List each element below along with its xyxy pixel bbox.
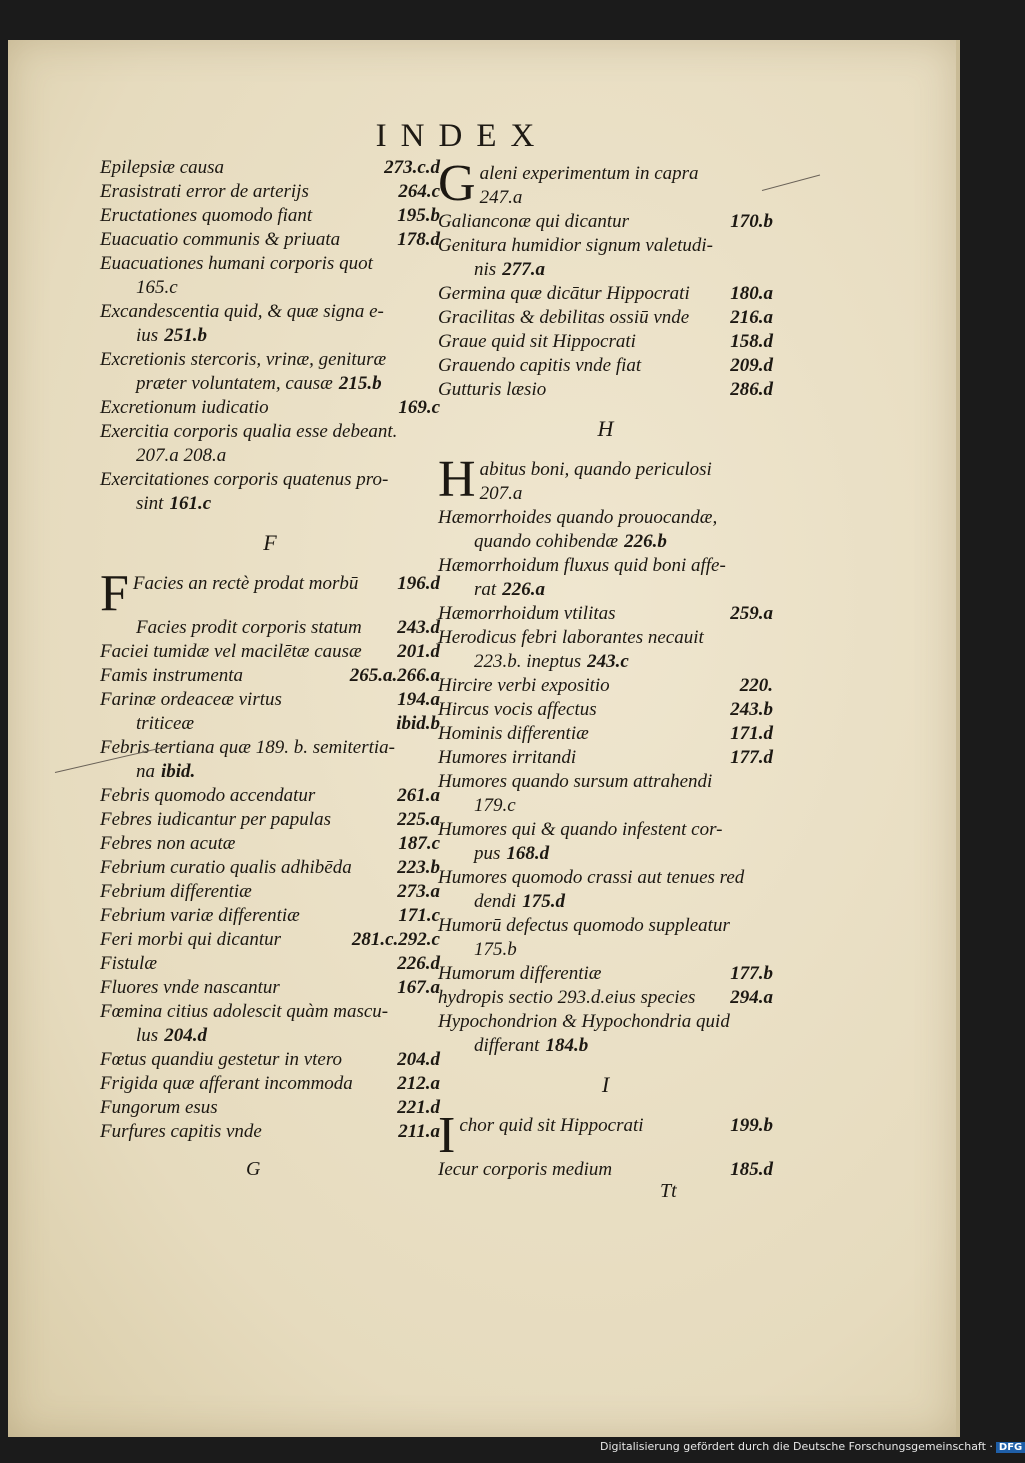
index-entry: [438, 306, 773, 330]
entry-page: 180.a: [730, 283, 773, 304]
index-entry: [100, 420, 440, 468]
index-entry: [438, 674, 773, 698]
entry-text: Humorum differentiæ: [438, 963, 602, 984]
entry-line: [438, 1158, 773, 1182]
entry-line: [100, 640, 440, 664]
index-entry: [100, 880, 440, 904]
entry-page: 273.c.d: [384, 157, 440, 178]
index-entry: [100, 640, 440, 664]
continuation-text: nis: [474, 259, 497, 280]
entry-line: [100, 180, 440, 204]
entry-continuation: [100, 324, 440, 348]
entry-text: Farinæ ordeaceæ virtus: [100, 689, 282, 710]
entry-text: Grauendo capitis vnde fiat: [438, 355, 642, 376]
entry-page: 226.b: [624, 531, 667, 552]
entry-text: Humorū defectus quomodo suppleatur: [438, 915, 730, 936]
entry-line: [100, 952, 440, 976]
index-entry: [100, 952, 440, 976]
continuation-text: sint: [136, 493, 164, 514]
entry-line: [100, 832, 440, 856]
entry-text: aleni experimentum in capra: [479, 163, 699, 184]
entry-line: [438, 234, 773, 258]
continuation-text: lus: [136, 1025, 159, 1046]
entry-line: [459, 1114, 773, 1138]
index-entry: [100, 832, 440, 856]
entry-page: 264.c: [398, 181, 440, 202]
entry-line: [438, 554, 773, 578]
entry-line: [100, 1120, 440, 1144]
entry-page: 184.b: [545, 1035, 589, 1056]
entry-page: 265.a.266.a: [349, 665, 440, 686]
entry-text: Hominis differentiæ: [438, 723, 589, 744]
entry-line: [100, 1000, 440, 1024]
section-letter: H: [597, 416, 614, 441]
index-entry: [438, 962, 773, 986]
page-edge: [956, 40, 960, 1437]
entry-line: [438, 626, 773, 650]
footer-text: Digitalisierung gefördert durch die Deutsche Forschungsgemeinschaft ·: [600, 1440, 993, 1453]
entry-continuation: [438, 794, 773, 818]
index-entry: [100, 904, 440, 928]
entry-text: Frigida quæ afferant incommoda: [100, 1073, 353, 1094]
entry-text: Hircire verbi expositio: [438, 675, 610, 696]
index-entry: [438, 698, 773, 722]
index-entry: [100, 468, 440, 516]
entry-page: 170.b: [730, 211, 773, 232]
entry-line: [100, 420, 440, 444]
entry-text: Hircus vocis affectus: [438, 699, 597, 720]
index-entry: [100, 712, 440, 736]
entry-text: Fluores vnde nascantur: [100, 977, 280, 998]
continuation-text: differant: [474, 1035, 540, 1056]
entry-text: Gutturis læsio: [438, 379, 547, 400]
index-entry: [438, 282, 773, 306]
index-entry: [100, 228, 440, 252]
continuation-text: 247.a: [479, 187, 523, 208]
entry-text: Hæmorrhoidum fluxus quid boni affe-: [438, 555, 726, 576]
entry-line: [100, 300, 440, 324]
index-entry: [438, 866, 773, 914]
entry-line: [438, 962, 773, 986]
entry-page: 225.a: [397, 809, 440, 830]
entry-line: [438, 818, 773, 842]
initial-letter: H: [438, 451, 476, 508]
page-header: INDEX: [375, 118, 549, 154]
entry-page: 201.d: [397, 641, 440, 662]
index-entry: [438, 378, 773, 402]
entry-line: [438, 722, 773, 746]
continuation-text: quando cohibendæ: [474, 531, 619, 552]
index-entry: [438, 506, 773, 554]
entry-page: 212.a: [397, 1073, 440, 1094]
continuation-text: 207.a 208.a: [136, 445, 227, 466]
entry-line: [100, 736, 440, 760]
entry-page: 277.a: [502, 259, 545, 280]
entry-continuation: [438, 482, 773, 506]
entry-text: Hæmorrhoidum vtilitas: [438, 603, 616, 624]
entry-line: [100, 1096, 440, 1120]
entry-line: [438, 282, 773, 306]
section-letter: F: [263, 530, 277, 555]
index-entry: [100, 976, 440, 1000]
entry-text: Febres non acutæ: [100, 833, 236, 854]
entry-page: 158.d: [730, 331, 773, 352]
entry-page: 221.d: [397, 1097, 440, 1118]
entry-continuation: [438, 1034, 773, 1058]
index-entry: [100, 928, 440, 952]
continuation-text: 207.a: [479, 483, 523, 504]
entry-page: 204.d: [164, 1025, 207, 1046]
index-entry: [100, 856, 440, 880]
index-entry: [438, 330, 773, 354]
entry-line: [100, 228, 440, 252]
entry-page: 185.d: [730, 1159, 773, 1180]
dfg-footer: [600, 1440, 1025, 1453]
continuation-text: pus: [474, 843, 501, 864]
entry-text: Fistulæ: [100, 953, 158, 974]
entry-page: 195.b: [397, 205, 440, 226]
entry-continuation: [438, 258, 773, 282]
entry-line: [438, 674, 773, 698]
continuation-text: dendi: [474, 891, 517, 912]
index-entry: [100, 204, 440, 228]
index-entry: [100, 565, 440, 622]
entry-text: Febrium variæ differentiæ: [100, 905, 300, 926]
entry-continuation: [438, 530, 773, 554]
index-entry: [438, 986, 773, 1010]
entry-text: Exercitia corporis qualia esse debeant.: [100, 421, 398, 442]
index-entry: [100, 252, 440, 300]
index-entry: [438, 818, 773, 866]
entry-line: [100, 468, 440, 492]
catchword-right: Tt: [660, 1180, 677, 1202]
entry-text: Febrium curatio qualis adhibēda: [100, 857, 352, 878]
entry-text: Euacuationes humani corporis quot: [100, 253, 373, 274]
entry-text: Humores quomodo crassi aut tenues red: [438, 867, 745, 888]
entry-text: Febrium differentiæ: [100, 881, 252, 902]
entry-line: [100, 616, 440, 640]
entry-line: [100, 808, 440, 832]
index-entry: [100, 348, 440, 396]
entry-continuation: [100, 444, 440, 468]
index-entry: [100, 1096, 440, 1120]
entry-text: Facies prodit corporis statum: [136, 617, 362, 638]
entry-page: 259.a: [730, 603, 773, 624]
entry-line: [100, 252, 440, 276]
index-entry: [438, 234, 773, 282]
entry-page: 209.d: [730, 355, 773, 376]
entry-line: [100, 1072, 440, 1096]
entry-line: [100, 928, 440, 952]
entry-continuation: [100, 372, 440, 396]
entry-page: 261.a: [397, 785, 440, 806]
entry-page: 171.d: [730, 723, 773, 744]
entry-page: 177.b: [730, 963, 773, 984]
continuation-text: rat: [474, 579, 497, 600]
initial-letter: G: [438, 155, 476, 212]
entry-page: 226.a: [502, 579, 545, 600]
index-entry: [100, 784, 440, 808]
index-entry: [438, 770, 773, 818]
entry-line: [100, 396, 440, 420]
section-letter: I: [601, 1072, 610, 1097]
index-entry: [100, 736, 440, 784]
entry-line: [100, 1048, 440, 1072]
entry-text: Eructationes quomodo fiant: [100, 205, 313, 226]
entry-text: Fœmina citius adolescit quàm mascu-: [100, 1001, 389, 1022]
entry-page: ibid.: [161, 761, 196, 782]
entry-line: [100, 880, 440, 904]
entry-line: [100, 784, 440, 808]
entry-text: Faciei tumidæ vel macilētæ causæ: [100, 641, 362, 662]
entry-page: 169.c: [398, 397, 440, 418]
index-entry: [438, 602, 773, 626]
index-entry: [100, 396, 440, 420]
entry-text: Excretionum iudicatio: [100, 397, 269, 418]
continuation-text: ius: [136, 325, 159, 346]
entry-page: 251.b: [164, 325, 207, 346]
entry-text: Excretionis stercoris, vrinæ, genituræ: [100, 349, 387, 370]
entry-line: [480, 162, 773, 186]
entry-line: [100, 204, 440, 228]
entry-line: [438, 746, 773, 770]
index-entry: [100, 180, 440, 204]
entry-text: Herodicus febri laborantes necauit: [438, 627, 704, 648]
entry-line: [133, 572, 440, 596]
entry-text: Erasistrati error de arterijs: [100, 181, 309, 202]
index-entry: [438, 354, 773, 378]
entry-page: 281.c.292.c: [351, 929, 440, 950]
entry-text: Hæmorrhoides quando prouocandæ,: [438, 507, 718, 528]
index-entry: [100, 808, 440, 832]
entry-line: [100, 856, 440, 880]
entry-page: 223.b: [397, 857, 440, 878]
entry-line: [438, 378, 773, 402]
entry-line: [438, 330, 773, 354]
entry-line: [100, 156, 440, 180]
entry-page: 226.d: [397, 953, 440, 974]
entry-line: [100, 688, 440, 712]
entry-line: [100, 976, 440, 1000]
entry-line: [438, 354, 773, 378]
continuation-text: præter voluntatem, causæ: [136, 373, 333, 394]
entry-page: 204.d: [397, 1049, 440, 1070]
entry-line: [100, 348, 440, 372]
continuation-text: na: [136, 761, 155, 782]
entry-text: chor quid sit Hippocrati: [459, 1115, 644, 1136]
index-entry: [438, 210, 773, 234]
index-entry: [100, 1000, 440, 1048]
entry-page: 187.c: [398, 833, 440, 854]
entry-page: 273.a: [397, 881, 440, 902]
continuation-text: 165.c: [136, 277, 178, 298]
entry-continuation: [438, 186, 773, 210]
index-entry: [438, 722, 773, 746]
entry-page: 294.a: [730, 987, 773, 1008]
initial-letter: I: [438, 1107, 456, 1164]
index-entry: [438, 626, 773, 674]
index-entry: [438, 554, 773, 602]
entry-text: Humores quando sursum attrahendi: [438, 771, 713, 792]
entry-line: [480, 458, 773, 482]
entry-line: [438, 1010, 773, 1034]
entry-line: [438, 506, 773, 530]
entry-text: Febres iudicantur per papulas: [100, 809, 331, 830]
entry-continuation: [100, 760, 440, 784]
entry-page: 171.c: [398, 905, 440, 926]
entry-page: 211.a: [398, 1121, 440, 1142]
entry-page: 175.d: [522, 891, 565, 912]
entry-continuation: [438, 890, 773, 914]
left-index-column: [100, 156, 440, 1144]
index-entry: [438, 1158, 773, 1182]
entry-line: [438, 770, 773, 794]
entry-text: Germina quæ dicātur Hippocrati: [438, 283, 690, 304]
index-entry: [100, 616, 440, 640]
entry-text: Humores qui & quando infestent cor-: [438, 819, 723, 840]
index-entry: [438, 746, 773, 770]
entry-continuation: [438, 650, 773, 674]
entry-continuation: [100, 276, 440, 300]
entry-text: Febris tertiana quæ 189. b. semitertia-: [100, 737, 396, 758]
initial-letter: F: [100, 565, 129, 622]
entry-text: Iecur corporis medium: [438, 1159, 613, 1180]
right-index-column: [438, 155, 773, 1182]
entry-continuation: [100, 1024, 440, 1048]
entry-page: 199.b: [730, 1115, 773, 1136]
entry-text: triticeæ: [136, 713, 195, 734]
entry-text: Humores irritandi: [438, 747, 577, 768]
entry-page: 168.d: [506, 843, 550, 864]
entry-page: 243.b: [730, 699, 773, 720]
entry-text: Epilepsiæ causa: [100, 157, 225, 178]
entry-text: Hypochondrion & Hypochondria quid: [438, 1011, 730, 1032]
entry-text: Feri morbi qui dicantur: [100, 929, 282, 950]
entry-text: Euacuatio communis & priuata: [100, 229, 341, 250]
entry-page: 286.d: [730, 379, 773, 400]
entry-continuation: [438, 578, 773, 602]
continuation-text: 223.b. ineptus: [474, 651, 582, 672]
entry-line: [100, 664, 440, 688]
entry-text: Febris quomodo accendatur: [100, 785, 316, 806]
entry-line: [438, 986, 773, 1010]
entry-text: Excandescentia quid, & quæ signa e-: [100, 301, 384, 322]
index-entry: [100, 156, 440, 180]
entry-page: ibid.b: [396, 713, 440, 734]
entry-page: 161.c: [169, 493, 212, 514]
entry-continuation: [100, 492, 440, 516]
index-entry: [100, 1072, 440, 1096]
index-entry: [438, 451, 773, 508]
entry-text: Gracilitas & debilitas ossiū vnde: [438, 307, 690, 328]
entry-text: Famis instrumenta: [100, 665, 244, 686]
continuation-text: 175.b: [474, 939, 517, 960]
index-entry: [438, 914, 773, 962]
index-entry: [100, 688, 440, 712]
entry-line: [438, 306, 773, 330]
entry-text: Fungorum esus: [100, 1097, 218, 1118]
entry-page: 220.: [739, 675, 773, 696]
index-entry: [100, 1048, 440, 1072]
entry-text: Galianconæ qui dicantur: [438, 211, 630, 232]
index-entry: [100, 1120, 440, 1144]
entry-page: 194.a: [397, 689, 440, 710]
entry-text: Genitura humidior signum valetudi-: [438, 235, 713, 256]
index-entry: [438, 155, 773, 212]
entry-page: 177.d: [730, 747, 773, 768]
catchword-left: G: [246, 1158, 261, 1180]
index-entry: [438, 1107, 773, 1164]
entry-page: 167.a: [397, 977, 440, 998]
entry-continuation: [438, 938, 773, 962]
entry-line: [438, 210, 773, 234]
entry-line: [438, 866, 773, 890]
entry-continuation: [438, 842, 773, 866]
entry-text: Facies an rectè prodat morbū: [132, 573, 359, 594]
entry-line: [438, 914, 773, 938]
entry-page: 243.c: [587, 651, 629, 672]
entry-text: Furfures capitis vnde: [100, 1121, 262, 1142]
entry-text: Exercitationes corporis quatenus pro-: [100, 469, 389, 490]
entry-page: 196.d: [397, 573, 440, 594]
entry-page: 216.a: [730, 307, 773, 328]
entry-line: [100, 712, 440, 736]
entry-text: hydropis sectio 293.d.eius species: [438, 987, 696, 1008]
index-entry: [100, 300, 440, 348]
index-entry: [100, 664, 440, 688]
entry-line: [438, 698, 773, 722]
index-entry: [438, 1010, 773, 1058]
continuation-text: 179.c: [474, 795, 516, 816]
entry-text: Fœtus quandiu gestetur in vtero: [100, 1049, 343, 1070]
entry-text: Graue quid sit Hippocrati: [438, 331, 636, 352]
entry-page: 243.d: [397, 617, 440, 638]
dfg-logo: DFG: [996, 1442, 1025, 1453]
entry-page: 215.b: [338, 373, 382, 394]
entry-line: [100, 904, 440, 928]
entry-page: 178.d: [397, 229, 440, 250]
entry-line: [438, 602, 773, 626]
entry-text: abitus boni, quando periculosi: [479, 459, 712, 480]
